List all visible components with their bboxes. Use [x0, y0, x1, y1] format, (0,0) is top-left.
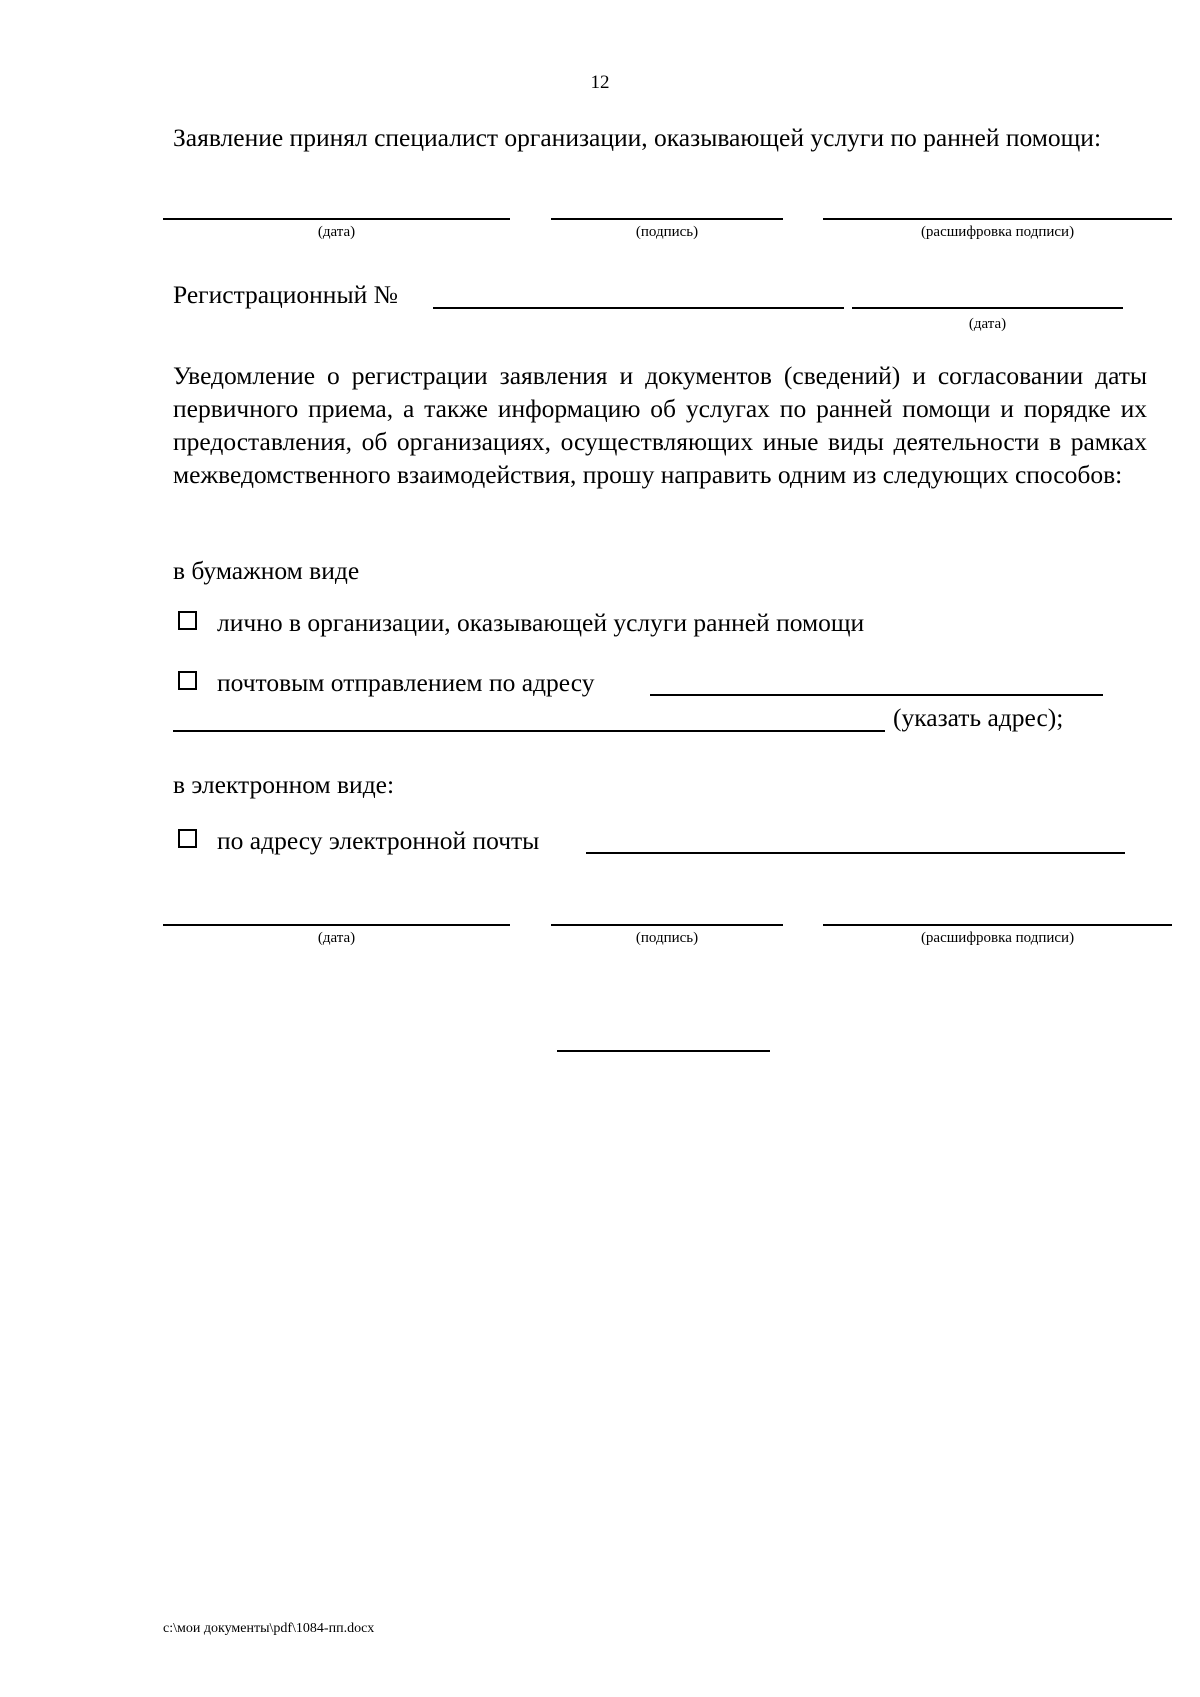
postal-address-field-1[interactable]: [650, 694, 1103, 696]
date-field-2[interactable]: [163, 924, 510, 926]
paper-section-heading: в бумажном виде: [173, 556, 360, 585]
mail-checkbox[interactable]: [178, 671, 197, 690]
notification-text: Уведомление о регистрации заявления и документов (сведений) и согласовании даты первичного приема, а также информацию об услугах по ранней помощи и порядке их предоставления, об организациях, осуществляющих иные виды деятельности в рамках межведомственного взаимодействия, прошу направить одним из следующих способов:: [173, 361, 1147, 489]
signature-decoding-field-1[interactable]: [823, 218, 1172, 220]
registration-date-caption: (дата): [968, 316, 1007, 332]
signature-decoding-caption-1: (расшифровка подписи): [920, 224, 1075, 240]
signature-field-2[interactable]: [551, 924, 783, 926]
signature-field-1[interactable]: [551, 218, 783, 220]
postal-address-field-2[interactable]: [173, 730, 885, 732]
registration-date-field[interactable]: [852, 307, 1123, 309]
registration-label: Регистрационный №: [173, 280, 398, 309]
footer-file-path: c:\мои документы\pdf\1084-пп.docx: [163, 1621, 375, 1636]
page-number: 12: [590, 72, 610, 93]
date-caption-2: (дата): [317, 930, 356, 946]
in-person-option-label: лично в организации, оказывающей услуги ранней помощи: [217, 608, 865, 637]
email-option-label: по адресу электронной почты: [217, 826, 540, 855]
address-hint: (указать адрес);: [893, 703, 1064, 732]
signature-caption-2: (подпись): [635, 930, 699, 946]
date-caption-1: (дата): [317, 224, 356, 240]
email-checkbox[interactable]: [178, 829, 197, 848]
in-person-checkbox[interactable]: [178, 611, 197, 630]
end-divider: [557, 1050, 770, 1052]
electronic-section-heading: в электронном виде:: [173, 770, 395, 799]
accepted-by-text: Заявление принял специалист организации, оказывающей услуги по ранней помощи:: [173, 123, 1102, 152]
signature-caption-1: (подпись): [635, 224, 699, 240]
mail-option-label: почтовым отправлением по адресу: [217, 668, 595, 697]
email-address-field[interactable]: [586, 852, 1125, 854]
date-field-1[interactable]: [163, 218, 510, 220]
registration-number-field[interactable]: [433, 307, 844, 309]
signature-decoding-field-2[interactable]: [823, 924, 1172, 926]
signature-decoding-caption-2: (расшифровка подписи): [920, 930, 1075, 946]
